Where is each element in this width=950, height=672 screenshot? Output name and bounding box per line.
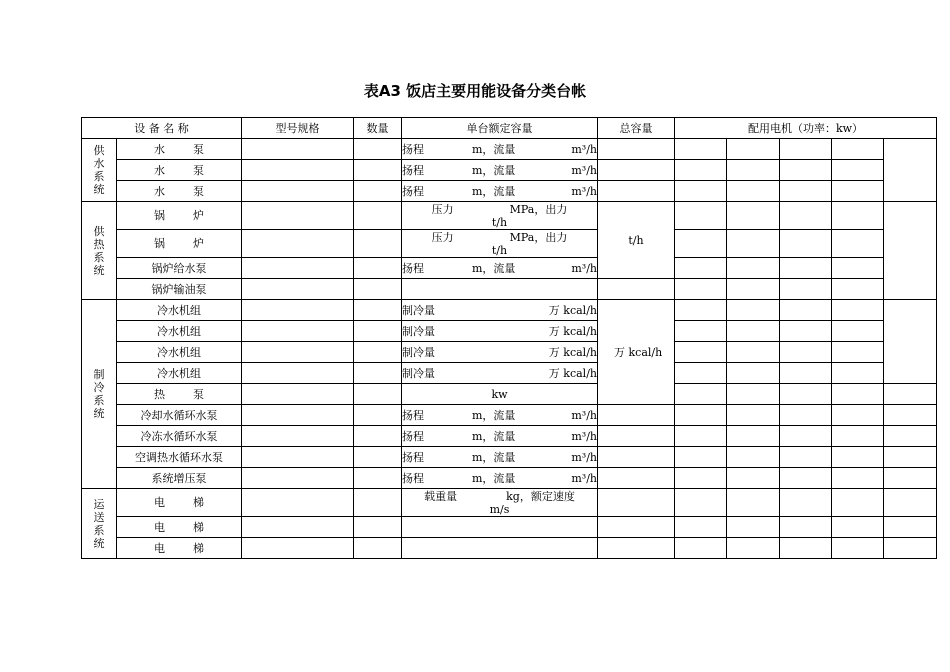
- rated-spec: 扬程 m，流量 m³/h: [402, 139, 598, 160]
- table-row: [82, 321, 937, 342]
- table-row: [82, 468, 937, 489]
- rated-spec: 扬程 m，流量 m³/h: [402, 468, 598, 489]
- header-total-capacity: 总容量: [598, 118, 675, 139]
- table-row: [82, 279, 937, 300]
- equipment-name: 水 泵: [117, 139, 242, 160]
- rated-spec: 制冷量 万 kcal/h: [402, 300, 598, 321]
- table-row: [82, 517, 937, 538]
- equipment-name: 电 梯: [117, 489, 242, 517]
- rated-spec: 扬程 m，流量 m³/h: [402, 160, 598, 181]
- group-water-supply: 供水系统: [82, 139, 117, 202]
- rated-spec: 扬程 m，流量 m³/h: [402, 258, 598, 279]
- page-title: 表A3 饭店主要用能设备分类台帐: [363, 82, 587, 100]
- rated-spec: 扬程 m，流量 m³/h: [402, 426, 598, 447]
- equipment-name: 锅炉输油泵: [117, 279, 242, 300]
- table-row: [82, 181, 937, 202]
- table-row: [82, 258, 937, 279]
- rated-spec: 制冷量 万 kcal/h: [402, 321, 598, 342]
- table-row: [82, 489, 937, 517]
- equipment-name: 冷水机组: [117, 300, 242, 321]
- table-row: [82, 139, 937, 160]
- group-cooling: 制冷系统: [82, 300, 117, 489]
- rated-spec: kw: [402, 384, 598, 405]
- table-row: [82, 160, 937, 181]
- table-row: [82, 538, 937, 559]
- total-capacity-heat: t/h: [598, 202, 675, 279]
- table-row: [82, 426, 937, 447]
- equipment-name: 锅 炉: [117, 230, 242, 258]
- table-row: [82, 405, 937, 426]
- table-row: [82, 202, 937, 230]
- rated-spec: 压力 MPa，出力 t/h: [402, 202, 598, 230]
- group-heat-supply: 供热系统: [82, 202, 117, 300]
- table-row: [82, 363, 937, 384]
- header-rated-capacity: 单台额定容量: [402, 118, 598, 139]
- equipment-name: 空调热水循环水泵: [117, 447, 242, 468]
- total-capacity-cool: 万 kcal/h: [598, 300, 675, 405]
- header-row: [82, 118, 937, 139]
- equipment-name: 锅 炉: [117, 202, 242, 230]
- equipment-name: 水 泵: [117, 181, 242, 202]
- rated-spec: 压力 MPa，出力 t/h: [402, 230, 598, 258]
- equipment-name: 冷水机组: [117, 342, 242, 363]
- rated-spec: 载重量 kg，额定速度 m/s: [402, 489, 598, 517]
- rated-spec: 扬程 m，流量 m³/h: [402, 405, 598, 426]
- equipment-name: 锅炉给水泵: [117, 258, 242, 279]
- table-row: [82, 342, 937, 363]
- equipment-name: 电 梯: [117, 517, 242, 538]
- table-row: [82, 230, 937, 258]
- rated-spec: 扬程 m，流量 m³/h: [402, 181, 598, 202]
- equipment-name: 冷却水循环水泵: [117, 405, 242, 426]
- group-transport: 运送系统: [82, 489, 117, 559]
- equipment-name: 冷水机组: [117, 321, 242, 342]
- equipment-name: 热 泵: [117, 384, 242, 405]
- table-row: [82, 384, 937, 405]
- header-name: 设 备 名 称: [82, 118, 242, 139]
- table-row: [82, 447, 937, 468]
- header-model: 型号规格: [242, 118, 354, 139]
- equipment-ledger-table: [81, 117, 937, 559]
- equipment-name: 系统增压泵: [117, 468, 242, 489]
- equipment-name: 水 泵: [117, 160, 242, 181]
- rated-spec: 制冷量 万 kcal/h: [402, 363, 598, 384]
- equipment-name: 冷水机组: [117, 363, 242, 384]
- equipment-name: 冷冻水循环水泵: [117, 426, 242, 447]
- header-qty: 数量: [354, 118, 402, 139]
- rated-spec: 制冷量 万 kcal/h: [402, 342, 598, 363]
- rated-spec: 扬程 m，流量 m³/h: [402, 447, 598, 468]
- equipment-name: 电 梯: [117, 538, 242, 559]
- table-row: [82, 300, 937, 321]
- header-motor: 配用电机（功率：kw）: [675, 118, 937, 139]
